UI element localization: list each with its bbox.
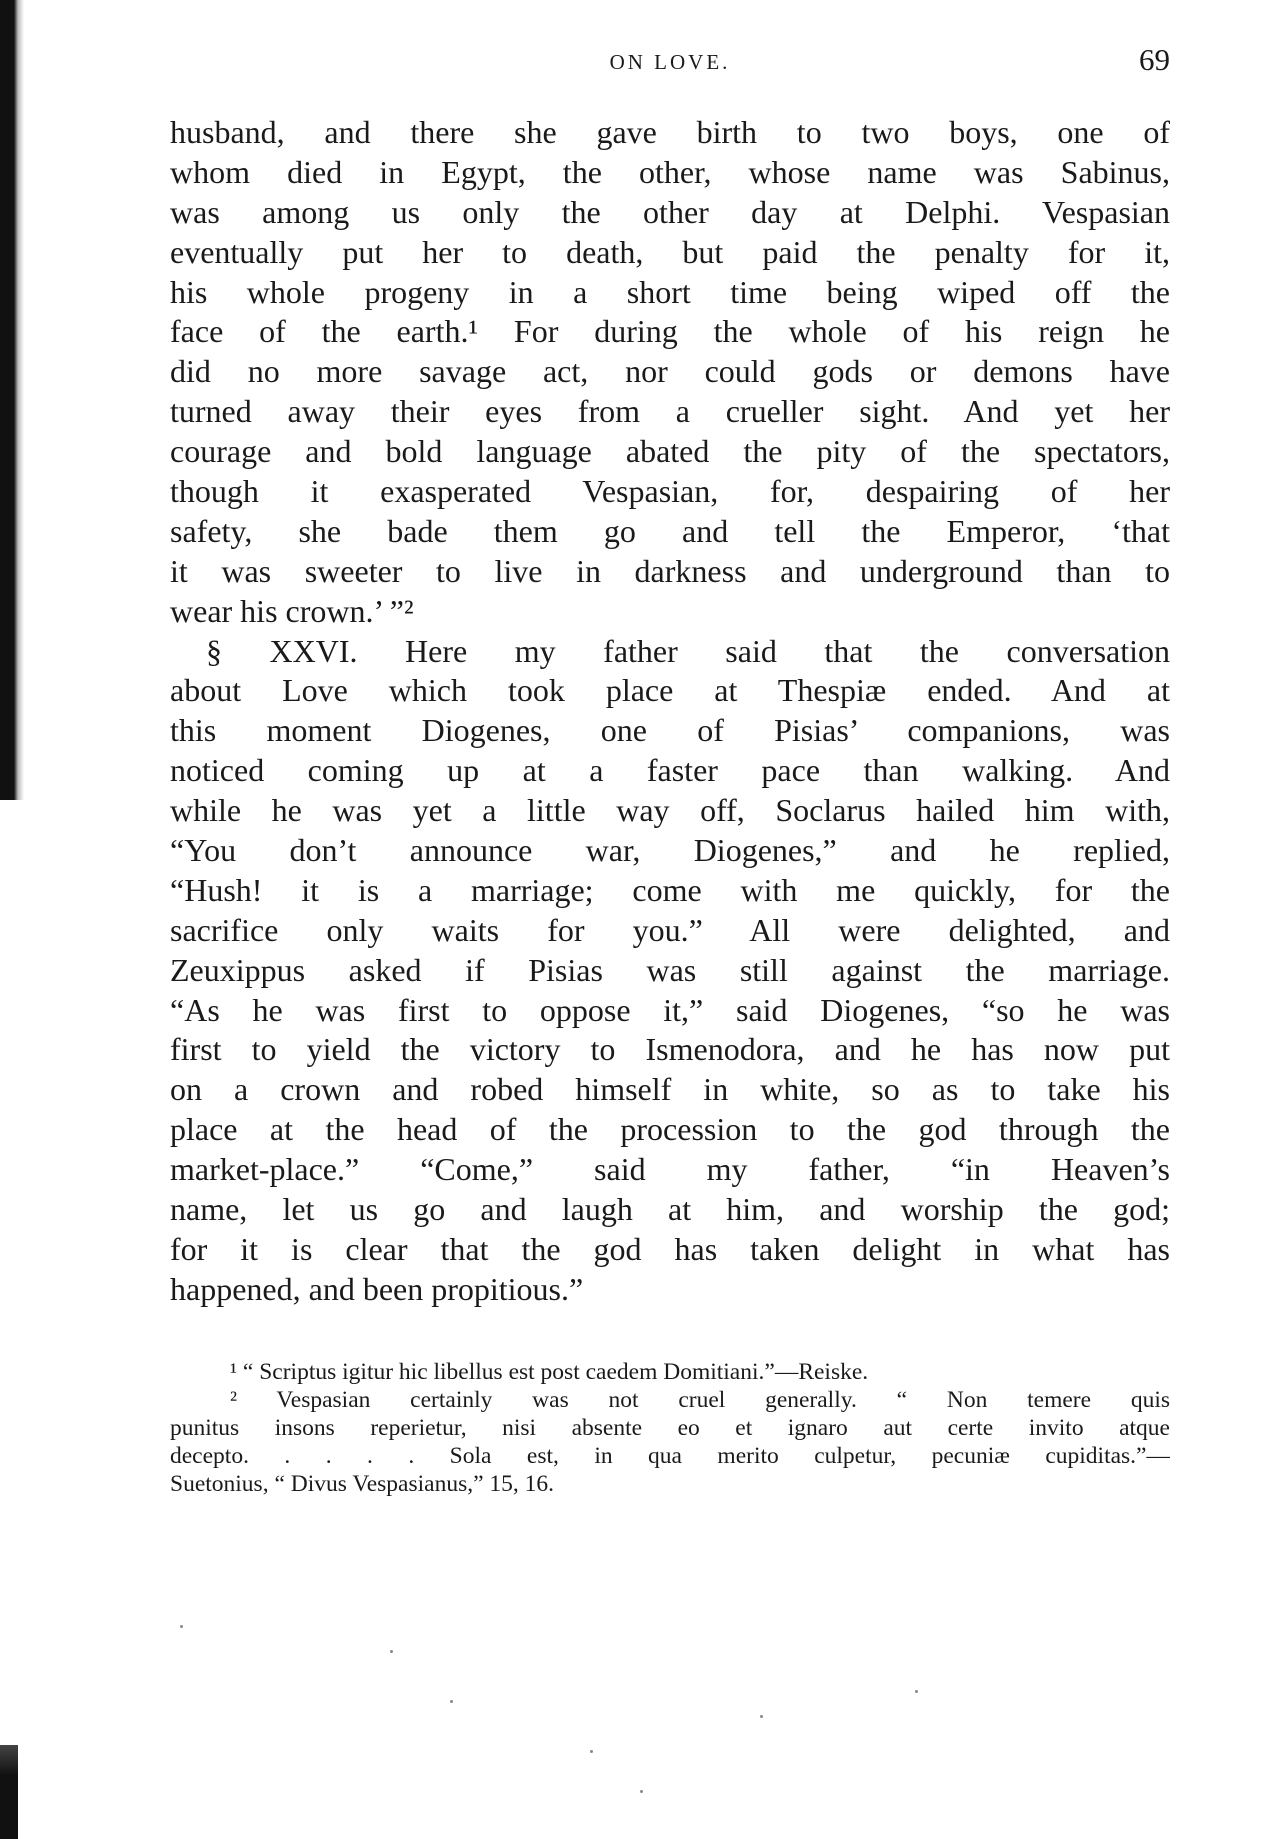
text-line: first to yield the victory to Ismenodora, and he has now put [170,1031,1170,1068]
text-line: place at the head of the procession to the god through the [170,1111,1170,1148]
text-line: for it is clear that the god has taken delight in what has [170,1230,1170,1267]
text-line: it was sweeter to live in darkness and underground than to [170,552,1170,589]
text-line: wear his crown.’ ”² [170,592,414,629]
text-line: “Hush! it is a marriage; come with me quickly, for the [170,871,1170,908]
scan-speckle [590,1750,593,1753]
main-text [170,113,1170,1310]
text-line: was among us only the other day at Delphi. Vespasian [170,193,1170,230]
scan-speckle [180,1625,183,1628]
text-line: while he was yet a little way off, Soclarus hailed him with, [170,792,1170,829]
text-line: courage and bold language abated the pity of the spectators, [170,433,1170,470]
scan-speckle [760,1715,763,1718]
text-line: did no more savage act, nor could gods or demons have [170,353,1170,390]
text-line: face of the earth.¹ For during the whole of his reign he [170,313,1170,350]
footnote-line: decepto. . . . . Sola est, in qua merito culpetur, pecuniæ cupiditas.”— [170,1443,1170,1469]
footnote-line: ² Vespasian certainly was not cruel generally. “ Non temere quis [230,1387,1170,1413]
text-line: safety, she bade them go and tell the Emperor, ‘that [170,512,1170,549]
footnote-line: ¹ “ Scriptus igitur hic libellus est post caedem Domitiani.”—Reiske. [230,1359,869,1385]
text-line: sacrifice only waits for you.” All were delighted, and [170,911,1170,948]
section-heading-line: § XXVI. Here my father said that the conversation [206,632,1170,669]
page-number: 69 [1139,42,1170,77]
text-line: eventually put her to death, but paid the penalty for it, [170,233,1170,270]
scan-speckle [390,1650,393,1653]
text-line: this moment Diogenes, one of Pisias’ companions, was [170,712,1170,749]
running-head: ON LOVE. [609,50,731,74]
text-line: name, let us go and laugh at him, and worship the god; [170,1191,1170,1228]
scan-edge-shadow-top [0,0,24,800]
text-line: though it exasperated Vespasian, for, despairing of her [170,473,1170,510]
text-line: Zeuxippus asked if Pisias was still against the marriage. [170,951,1170,988]
text-line: husband, and there she gave birth to two boys, one of [170,114,1170,150]
page-header [170,40,1170,80]
text-line: turned away their eyes from a crueller sight. And yet her [170,393,1170,430]
scan-edge-shadow-bottom [0,1745,18,1839]
text-line: happened, and been propitious.” [170,1270,584,1307]
text-line: “As he was first to oppose it,” said Diogenes, “so he was [170,991,1170,1028]
text-line: “You don’t announce war, Diogenes,” and he replied, [170,832,1170,869]
text-line: market-place.” “Come,” said my father, “in Heaven’s [170,1151,1170,1188]
scan-speckle [450,1700,453,1703]
text-line: noticed coming up at a faster pace than walking. And [170,752,1170,789]
text-line: his whole progeny in a short time being wiped off the [170,273,1170,310]
scan-speckle [640,1790,643,1793]
footnote-line: Suetonius, “ Divus Vespasianus,” 15, 16. [170,1471,555,1497]
text-line: on a crown and robed himself in white, so as to take his [170,1071,1170,1108]
footnotes [170,1358,1170,1498]
footnote-line: punitus insons reperietur, nisi absente eo et ignaro aut certe invito atque [170,1415,1170,1441]
text-line: about Love which took place at Thespiæ ended. And at [170,672,1170,709]
scan-speckle [915,1690,918,1693]
text-line: whom died in Egypt, the other, whose name was Sabinus, [170,153,1170,190]
